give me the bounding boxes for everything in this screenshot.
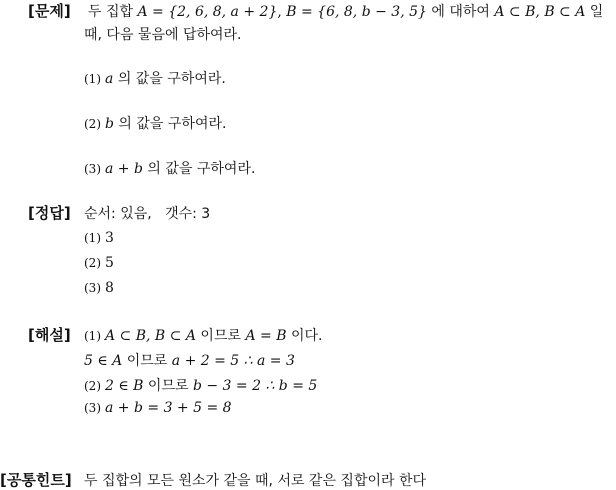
set-a: A = {2, 6, 8, a + 2}: [137, 4, 278, 20]
solution-1-text-1: 이므로: [200, 328, 241, 344]
hint-label: [공통힌트]: [0, 471, 72, 489]
problem-intro: 두 집합: [88, 4, 134, 20]
solution-3-number: (2): [84, 379, 101, 393]
answer-2-value: 5: [105, 255, 114, 271]
question-3-text: 의 값을 구하여라.: [147, 161, 256, 177]
problem-line1-tail: 일: [589, 4, 604, 20]
answer-3: [84, 280, 114, 296]
set-b: B = {6, 8, b − 3, 5}: [286, 4, 427, 20]
answer-2: [84, 255, 114, 271]
question-3-number: (3): [84, 162, 101, 176]
solution-2-math-1: 5 ∈ A: [84, 353, 123, 369]
problem-connector: 에 대하여: [431, 4, 490, 20]
answer-1-value: 3: [105, 230, 114, 246]
solution-line-3: [84, 375, 317, 395]
hint-text: 두 집합의 모든 원소가 같을 때, 서로 같은 집합이라 한다: [84, 473, 427, 489]
solution-line-2: [84, 350, 295, 370]
solution-1-math-2: A = B: [245, 328, 287, 344]
problem-line-2: 때, 다음 물음에 답하여라.: [84, 27, 242, 43]
solution-2-text-1: 이므로: [126, 353, 168, 369]
problem-line-1: 두 집합 A = {2, 6, 8, a + 2}, B = {6, 8, b − 3, 5} 에 대하여 A ⊂ B, B ⊂ A 일: [88, 4, 604, 20]
solution-4-number: (3): [84, 401, 101, 415]
question-3: [84, 158, 255, 178]
solution-1-math-1: A ⊂ B, B ⊂ A: [105, 328, 196, 344]
solution-3-text-1: 이므로: [147, 378, 189, 394]
question-1: [84, 68, 226, 88]
solution-line-4: [84, 400, 232, 416]
question-1-var: a: [105, 71, 114, 87]
solution-3-math-1: 2 ∈ B: [105, 378, 144, 394]
question-2-var: b: [105, 116, 114, 132]
solution-1-text-2: 이다.: [290, 328, 323, 344]
question-2-number: (2): [84, 117, 101, 131]
problem-label: [문제]: [28, 2, 71, 20]
answer-meta: 순서: 있음, 갯수: 3: [84, 206, 211, 222]
question-1-number: (1): [84, 72, 101, 86]
condition-2: B ⊂ A: [544, 4, 586, 20]
condition-1: A ⊂ B,: [494, 4, 540, 20]
question-2: [84, 113, 226, 133]
solution-2-math-2: a + 2 = 5 ∴ a = 3: [171, 353, 295, 369]
question-1-text: 의 값을 구하여라.: [117, 71, 226, 87]
answer-1: [84, 230, 114, 246]
solution-label: [해설]: [28, 326, 71, 344]
question-2-text: 의 값을 구하여라.: [118, 116, 227, 132]
solution-line-1: [84, 325, 322, 345]
answer-2-number: (2): [84, 256, 101, 270]
solution-1-number: (1): [84, 329, 101, 343]
answer-3-value: 8: [105, 280, 114, 296]
answer-3-number: (3): [84, 281, 101, 295]
solution-3-math-2: b − 3 = 2 ∴ b = 5: [192, 378, 318, 394]
solution-4-math: a + b = 3 + 5 = 8: [105, 400, 232, 416]
answer-1-number: (1): [84, 231, 101, 245]
question-3-var: a + b: [105, 161, 143, 177]
answer-label: [정답]: [28, 204, 71, 222]
